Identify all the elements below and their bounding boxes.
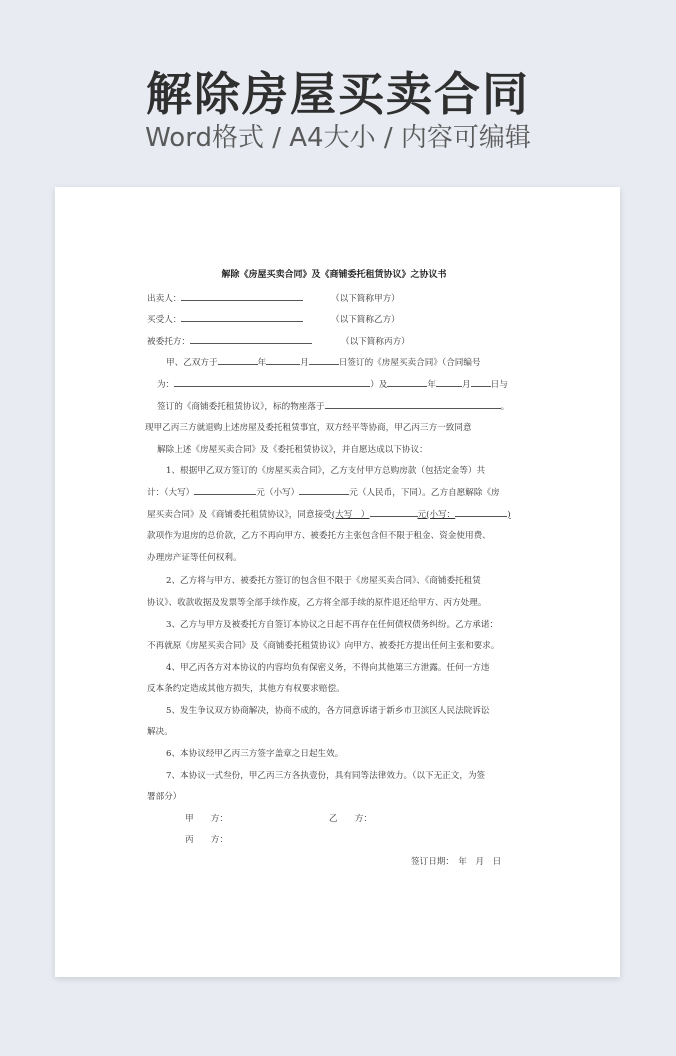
clause-6: 6、本协议经甲乙丙三方签字盖章之日起生效。 [166,749,344,760]
text: 月 [462,379,471,390]
clause-1-line-1: 1、根据甲乙双方签订的《房屋买卖合同》，乙方支付甲方总购房款（包括定金等）共 [166,466,486,477]
clause-4-line-2: 反本条约定造成其他方损失，其他方有权要求赔偿。 [147,684,345,695]
property-location-blank[interactable] [325,397,501,409]
text: 为： [157,379,175,390]
signature-row-3 [147,852,531,874]
document-page [55,187,620,977]
signature-row-1 [147,809,531,831]
party-label: 被委托方： [147,336,190,347]
day-blank[interactable] [309,353,339,365]
signature-row-2 [147,830,531,852]
text: 年 [427,379,437,390]
clause-7-line-2: 署部分） [147,792,182,803]
document-body [147,265,531,874]
party-note: （以下简称丙方） [341,336,410,347]
banner-subtitle: Word格式 / A4大小 / 内容可编辑 [145,123,531,153]
text: 甲、乙双方于 [166,358,218,369]
refund-words-field[interactable]: (大写 ） [331,509,370,520]
buyer-blank[interactable] [181,310,303,322]
party-buyer-row [147,310,531,332]
text: ) [507,509,511,520]
party-label: 买受人： [147,315,182,326]
text: 元（人民币，下同）。乙方自愿解除《房 [349,487,500,498]
clause-4-line-1: 4、甲乙丙各方对本协议的内容均负有保密义务，不得向其他第三方泄露。任何一方违 [166,662,490,673]
clause-1-line-4: 款项作为退房的总价款，乙方不再向甲方、被委托方主张包含但不限于租金、资金使用费、 [147,531,491,542]
clause-1-line-2 [147,483,531,505]
text: 计：（大写） [147,487,195,498]
party-note: （以下简称甲方） [331,293,400,304]
clause-7-line-1: 7、本协议一式叁份，甲乙丙三方各执壹份，具有同等法律效力。（以下无正文，为签 [166,770,486,781]
text: ）及 [370,379,388,390]
clause-1-line-3 [147,505,531,527]
amount-words-blank[interactable] [194,483,256,495]
text: 月 [300,358,309,369]
contract-number-blank[interactable] [174,375,370,387]
text: 元(小写： [417,509,456,520]
text: 签订的《商铺委托租赁协议》，标的物座落于 [157,401,325,412]
party-agent-row [147,332,531,354]
clause-5-line-1: 5、发生争议双方协商解决，协商不成的，各方同意诉诸于新乡市卫滨区人民法院诉讼 [166,705,490,716]
banner-title: 解除房屋买卖合同 [146,67,530,121]
agent-blank[interactable] [190,332,312,344]
year-blank[interactable] [218,353,258,365]
refund-digits-blank[interactable] [455,505,507,517]
document-title: 解除《房屋买卖合同》及《商铺委托租赁协议》之协议书 [221,270,447,280]
signing-date[interactable]: 签订日期： 年 月 日 [411,857,502,868]
month-blank[interactable] [436,375,462,387]
amount-digits-blank[interactable] [299,483,349,495]
text: 元（小写） [256,487,300,498]
seller-blank[interactable] [181,289,303,301]
intro-line-5: 解除上述《房屋买卖合同》及《委托租赁协议》，并自愿达成以下协议： [157,444,428,455]
text: 。 [500,401,510,412]
clause-3-line-2: 不再就原《房屋买卖合同》及《商铺委托租赁协议》向甲方、被委托方提出任何主张和要求。 [147,641,500,652]
clause-1-line-5: 办理房产证等任何权利。 [147,552,242,563]
clause-3-line-1: 3、乙方与甲方及被委托方自签订本协议之日起不再存在任何债权债务纠纷。乙方承诺： [166,619,499,630]
month-blank[interactable] [266,353,300,365]
text: 年 [257,358,267,369]
text: 日与 [490,379,508,390]
clause-2-line-2: 协议》、收款收据及发票等全部手续作废，乙方将全部手续的原件退还给甲方、丙方处理。 [147,597,487,608]
party-label: 出卖人： [147,293,182,304]
party-seller-row [147,289,531,311]
intro-line-3 [147,397,531,419]
party-a-signature[interactable]: 甲 方： [185,813,228,824]
intro-line-4: 现甲乙丙三方就退购上述房屋及委托租赁事宜，双方经平等协商，甲乙丙三方一致同意 [145,423,472,434]
party-c-signature[interactable]: 丙 方： [185,835,228,846]
refund-words-blank[interactable] [370,505,418,517]
text: 屋买卖合同》及《商铺委托租赁协议》，同意接受 [147,509,332,520]
day-blank[interactable] [471,375,491,387]
clause-5-line-2: 解决。 [147,727,173,738]
intro-line-1 [147,353,531,375]
clause-2-line-1: 2、乙方将与甲方、被委托方签订的包含但不限于《房屋买卖合同》、《商铺委托租赁 [166,576,481,587]
year-blank[interactable] [387,375,427,387]
party-note: （以下简称乙方） [331,315,400,326]
text: 日签订的《房屋买卖合同》（合同编号 [338,358,481,369]
party-b-signature[interactable]: 乙 方： [329,813,372,824]
intro-line-2 [147,375,531,397]
